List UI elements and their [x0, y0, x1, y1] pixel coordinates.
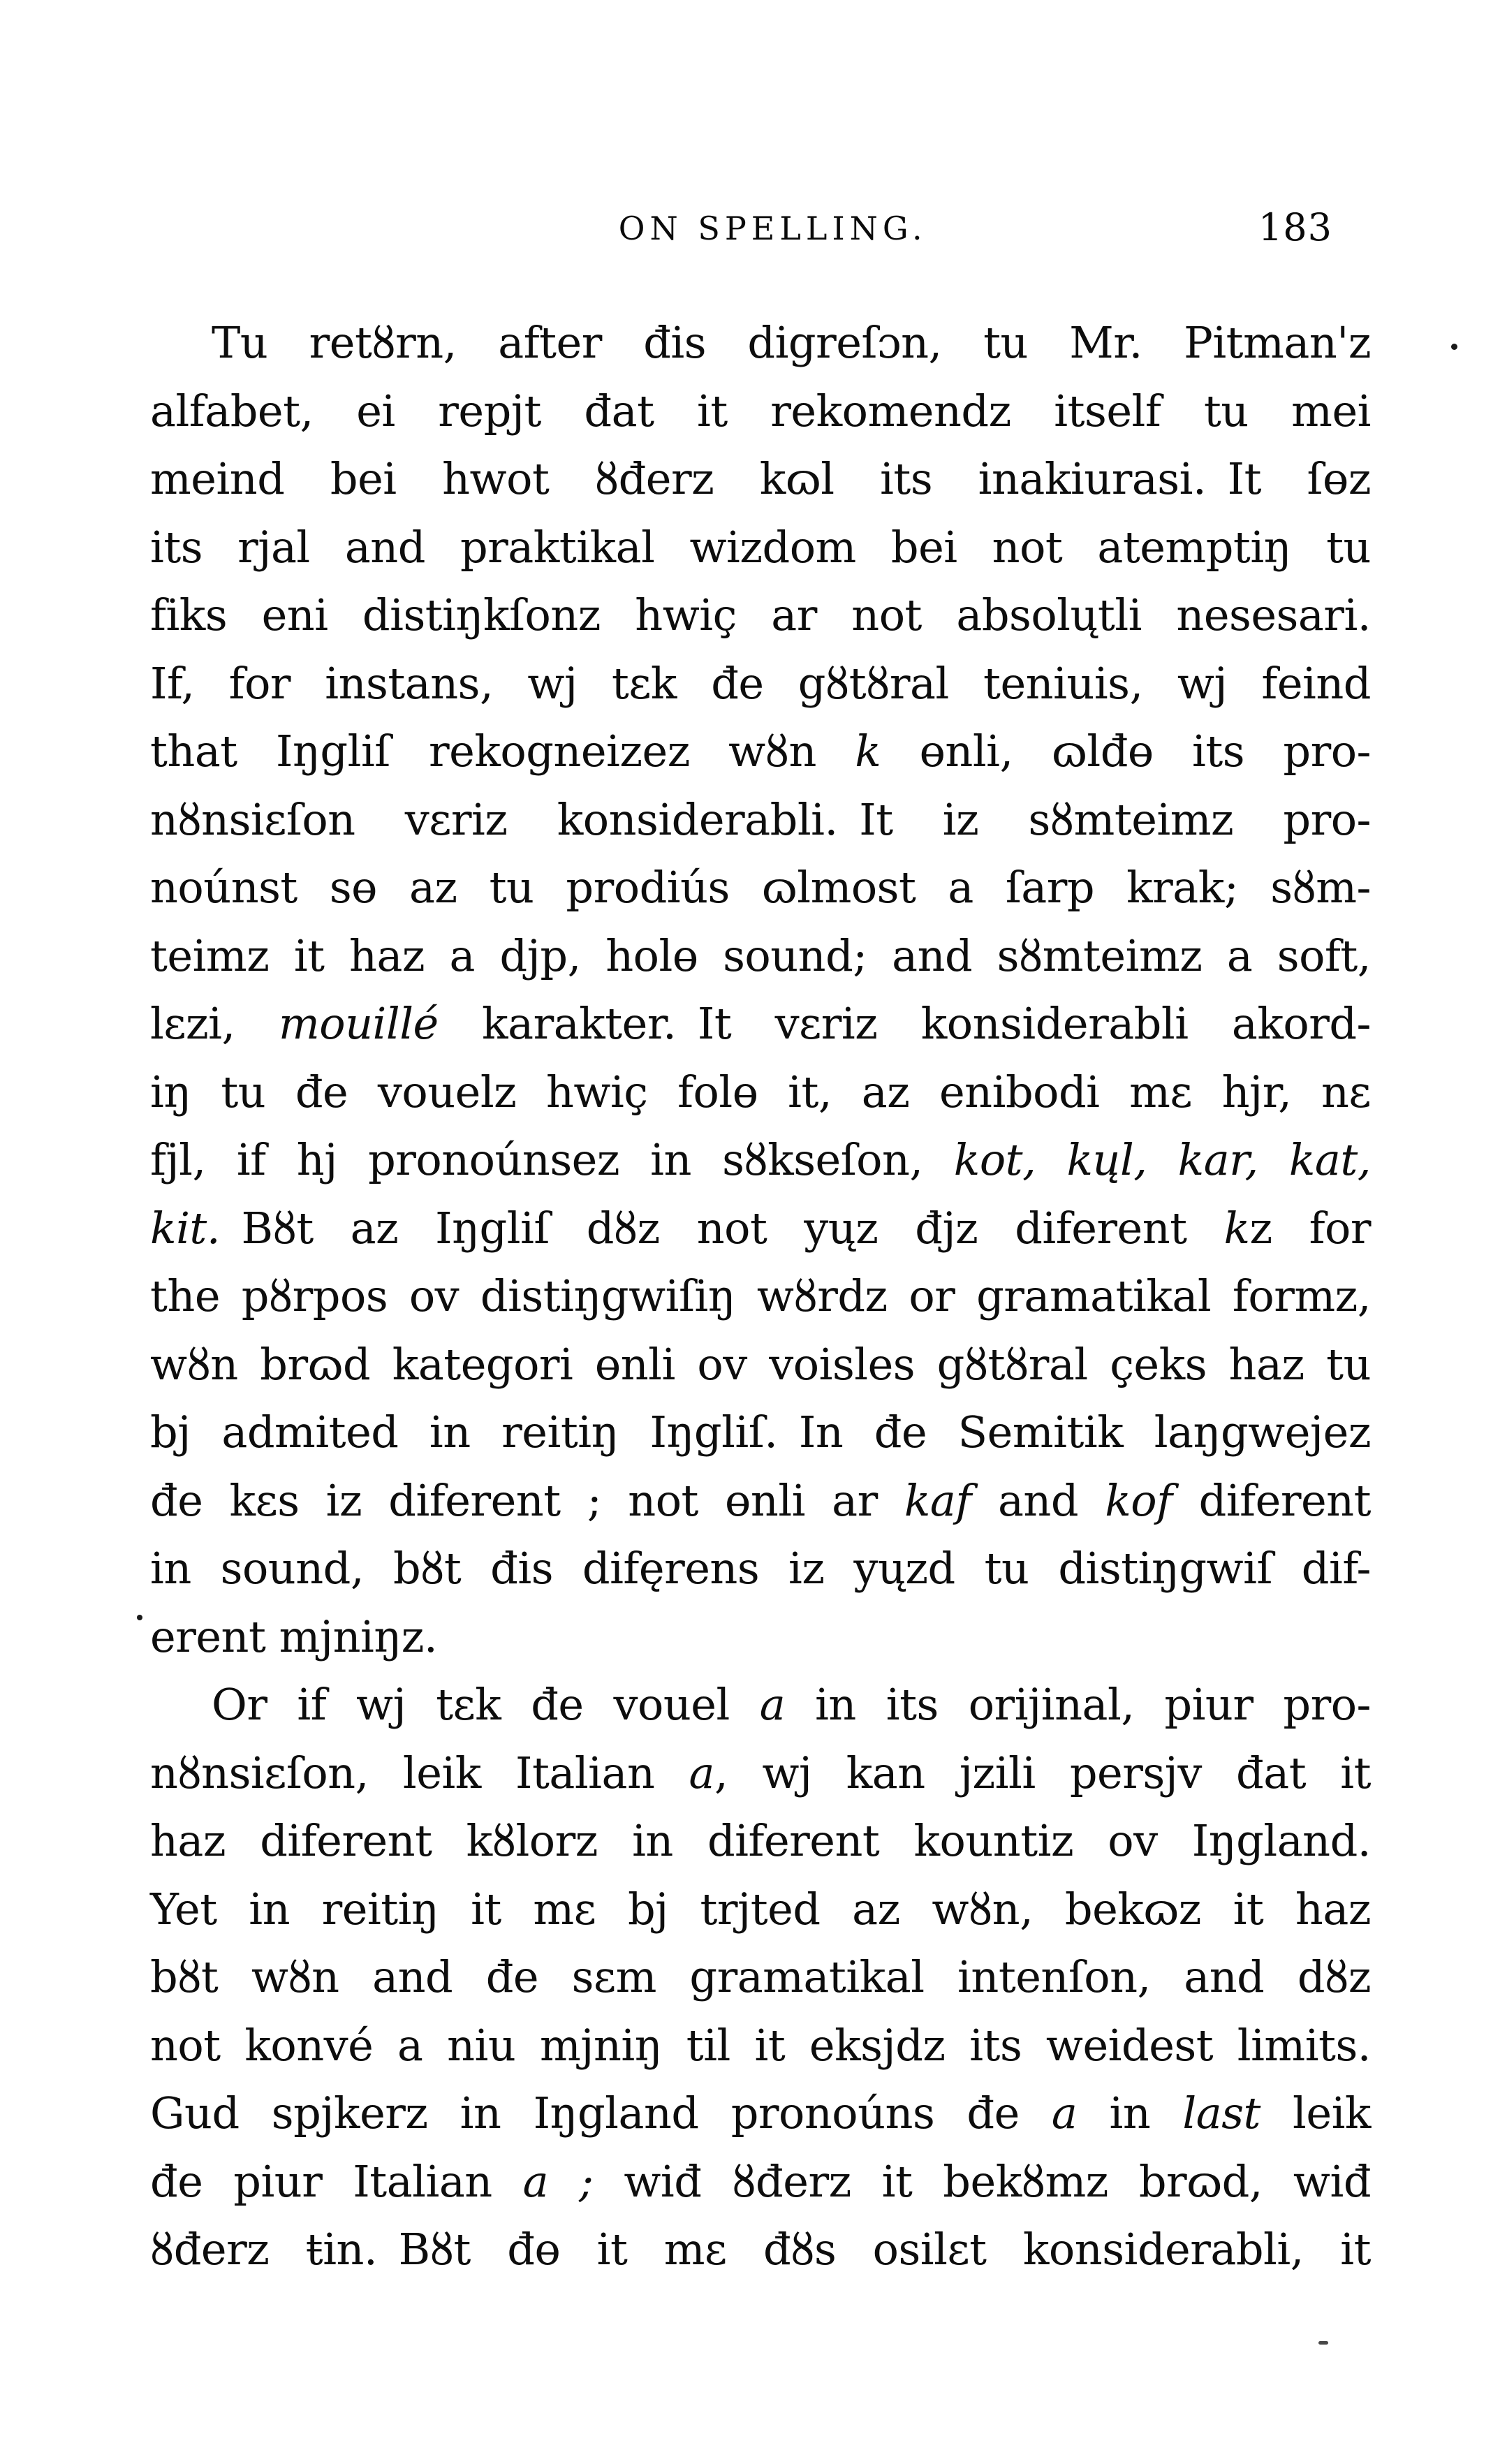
italic-text: last — [1182, 2088, 1260, 2139]
text-line — [150, 853, 1371, 922]
text-line — [150, 717, 1371, 786]
text-line — [150, 1058, 1371, 1127]
text-segment: iŋ tu đe vouelz hwiç folɵ it, az enibodi mɛ hjr, nɛ — [150, 1066, 1371, 1117]
running-header — [150, 205, 1371, 251]
text-line — [150, 1398, 1371, 1467]
text-segment: its rjal and praktikal wizdom bei not atemptiŋ tu — [150, 521, 1371, 573]
text-segment: in sound, bȣt đis difęrens iz yųzd tu distiŋgwiſ dif- — [150, 1543, 1371, 1594]
text-segment: bȣt wȣn and đe sɛm gramatikal intenſon, and dȣz — [150, 1951, 1371, 2002]
text-segment: nȣnsiɛſon, leik Italian — [150, 1747, 689, 1798]
italic-text: a — [759, 1679, 786, 1730]
text-segment: not konvé a niu mjniŋ til it eksjdz its weidest limits. — [150, 2019, 1371, 2071]
text-segment: Gud spjkerz in Iŋgland pronoúns đe — [150, 2088, 1052, 2139]
text-line — [150, 2215, 1371, 2284]
italic-text: kaf — [904, 1474, 971, 1526]
text-line — [150, 1807, 1371, 1875]
text-line — [150, 786, 1371, 854]
paragraph — [150, 1671, 1371, 2284]
italic-text: mouillé — [278, 998, 439, 1049]
text-segment: If, for instans, wj tɛk đe gȣtȣral teniuis, wj feind — [150, 657, 1371, 709]
text-line — [150, 1330, 1371, 1399]
text-line — [150, 1262, 1371, 1330]
text-line — [150, 1875, 1371, 1944]
text-segment: meind bei hwot ȣđerz kɷl its inakiurasi. It ſɵz — [150, 453, 1371, 504]
italic-text: a — [689, 1747, 714, 1798]
text-line — [150, 1671, 1371, 1739]
text-segment: diferent — [1172, 1474, 1371, 1526]
text-line — [150, 513, 1371, 582]
text-segment: đe piur Italian — [150, 2155, 523, 2207]
italic-text: k — [855, 726, 881, 777]
text-line — [150, 1194, 1371, 1263]
italic-text: kof — [1105, 1474, 1172, 1526]
italic-text: kot, kųl, kar, kat, — [953, 1134, 1372, 1185]
paragraph — [150, 309, 1371, 1671]
text-segment: in its orijinal, piur pro- — [785, 1679, 1371, 1730]
italic-text: k — [1223, 1202, 1250, 1254]
text-segment: bj admited in reitiŋ Iŋgliſ. In đe Semitik laŋgwejez — [150, 1407, 1371, 1458]
text-line — [150, 581, 1371, 650]
text-line — [150, 1467, 1371, 1535]
text-segment: erent mjniŋz. — [150, 1611, 438, 1662]
ink-speck — [1451, 344, 1457, 350]
text-segment: leik — [1260, 2088, 1371, 2139]
text-segment: wiđ ȣđerz it bekȣmz brɷd, wiđ — [593, 2155, 1372, 2207]
text-segment: nȣnsiɛſon vɛriz konsiderabli. It iz sȣmteimz pro- — [150, 793, 1371, 845]
text-segment: haz diferent kȣlorz in diferent kountiz ov Iŋgland. — [150, 1815, 1371, 1866]
text-line — [150, 1739, 1371, 1807]
text-segment: that Iŋgliſ rekogneizez wȣn — [150, 726, 855, 777]
text-line — [150, 1603, 1371, 1671]
text-line — [150, 445, 1371, 513]
text-segment: Or if wj tɛk đe vouel — [212, 1679, 760, 1730]
text-line — [150, 2079, 1371, 2148]
ink-speck — [137, 1615, 142, 1620]
text-line — [150, 650, 1371, 718]
text-segment: ȣđerz ŧin. Bȣt đɵ it mɛ đȣs osilɛt konsiderabli, it — [150, 2224, 1371, 2275]
text-segment: z for — [1249, 1202, 1371, 1254]
text-segment: , wj kan jzili persjv đat it — [714, 1747, 1371, 1798]
text-segment: teimz it haz a djp, holɵ sound; and sȣmteimz a soft, — [150, 930, 1371, 981]
text-segment: noúnst sɵ az tu prodiús ɷlmost a ſarp krak; sȣm- — [150, 862, 1371, 913]
text-segment: fiks eni distiŋkſonz hwiç ar not absolųtli nesesari. — [150, 589, 1371, 640]
text-segment: wȣn brɷd kategori ɵnli ov voisles gȣtȣral çeks haz tu — [150, 1338, 1371, 1390]
text-line — [150, 922, 1371, 990]
text-line — [150, 377, 1371, 446]
text-segment: Yet in reitiŋ it mɛ bj trjted az wȣn, bekɷz it haz — [150, 1883, 1371, 1935]
page-body — [150, 309, 1371, 2284]
italic-text: a — [1051, 2088, 1078, 2139]
text-segment: in — [1077, 2088, 1183, 2139]
text-segment: the pȣrpos ov distiŋgwiſiŋ wȣrdz or gramatikal formz, — [150, 1270, 1371, 1321]
text-line — [150, 990, 1371, 1058]
italic-text: kit. — [150, 1202, 221, 1254]
text-line — [150, 1126, 1371, 1194]
text-segment: ɵnli, ɷlđɵ its pro- — [881, 726, 1371, 777]
text-segment: Tu retȣrn, after đis digreſɔn, tu Mr. Pitman'z — [212, 317, 1371, 368]
page-number: 183 — [1258, 205, 1332, 249]
ink-speck — [1318, 2341, 1328, 2345]
text-segment: fjl, if hj pronoúnsez in sȣkseſon, — [150, 1134, 954, 1185]
text-line — [150, 1943, 1371, 2011]
text-line — [150, 2011, 1371, 2080]
text-line — [150, 2148, 1371, 2216]
text-segment: lɛzi, — [150, 998, 279, 1049]
italic-text: a ; — [522, 2155, 594, 2207]
text-segment: đe kɛs iz diferent ; not ɵnli ar — [150, 1474, 904, 1526]
text-segment: karakter. It vɛriz konsiderabli akord- — [438, 998, 1371, 1049]
page-title: ON SPELLING. — [618, 210, 927, 247]
text-line — [150, 1534, 1371, 1603]
text-segment: alfabet, ei repjt đat it rekomendz itself tu mei — [150, 385, 1371, 437]
text-line — [150, 309, 1371, 377]
text-segment: and — [971, 1474, 1105, 1526]
text-segment: Bȣt az Iŋgliſ dȣz not yųz đjz diferent — [220, 1202, 1224, 1254]
